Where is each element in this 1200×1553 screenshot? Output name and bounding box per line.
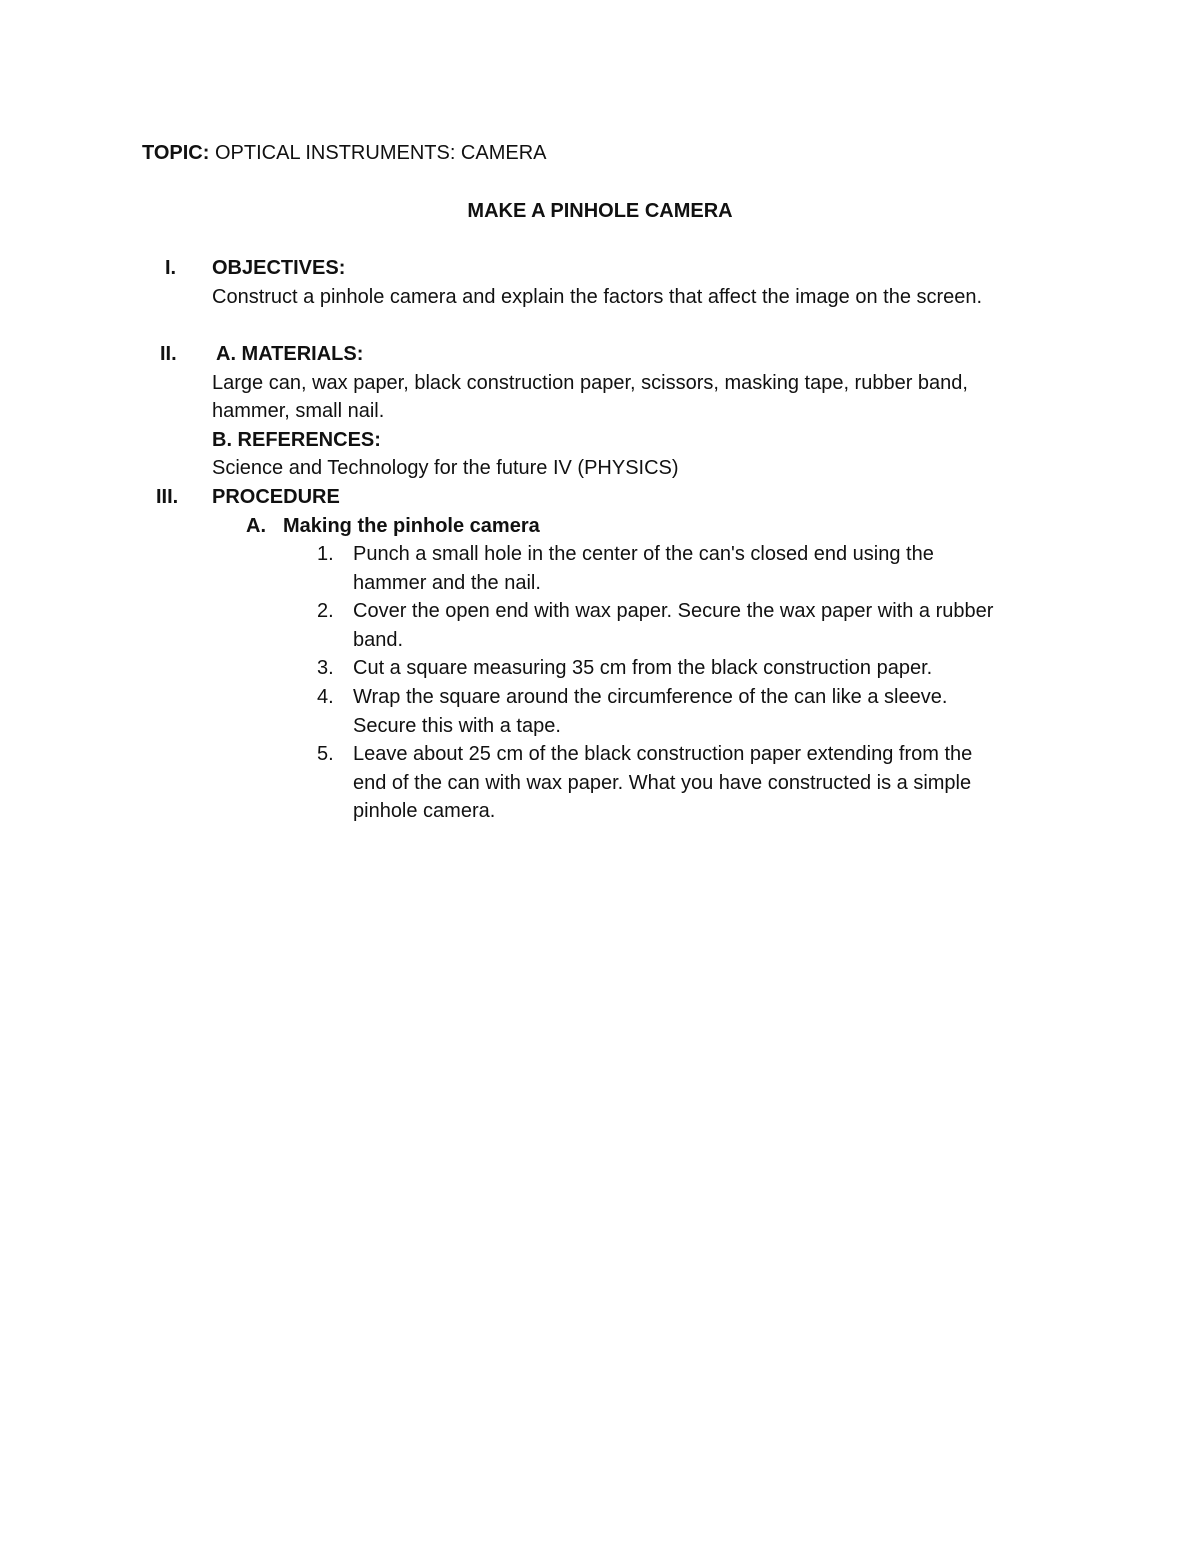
list-item: [317, 683, 1057, 740]
topic-label: TOPIC:: [142, 142, 210, 164]
list-item: [317, 597, 1057, 654]
step-number: 4.: [317, 685, 334, 708]
materials-heading: A. MATERIALS:: [216, 343, 364, 365]
objectives-text: Construct a pinhole camera and explain the factors that affect the image on the screen.: [212, 285, 983, 308]
references-heading: B. REFERENCES:: [212, 428, 381, 451]
step-text-line: Cut a square measuring 35 cm from the black construction paper.: [353, 657, 933, 680]
step-number: 1.: [317, 543, 334, 565]
topic-line: [142, 139, 547, 168]
section-numeral: II.: [160, 343, 177, 365]
step-text-line: band.: [353, 628, 404, 651]
materials-text-line: hammer, small nail.: [212, 400, 385, 423]
list-item: [317, 740, 1057, 826]
step-number: 2.: [317, 600, 334, 623]
objectives-heading: OBJECTIVES:: [212, 257, 346, 279]
step-number: 5.: [317, 743, 334, 766]
procedure-subheading: [246, 512, 540, 541]
procedure-heading: PROCEDURE: [212, 486, 340, 508]
list-item: [317, 540, 1057, 597]
topic-value: OPTICAL INSTRUMENTS: CAMERA: [214, 142, 547, 164]
step-text-line: pinhole camera.: [353, 800, 496, 823]
step-text-line: Secure this with a tape.: [353, 714, 561, 737]
materials-text-line: Large can, wax paper, black construction paper, scissors, masking tape, rubber band,: [212, 371, 968, 394]
step-text-line: end of the can with wax paper. What you have constructed is a simple: [353, 771, 972, 794]
list-item: [317, 654, 1057, 683]
step-number: 3.: [317, 657, 334, 680]
procedure-steps: [317, 540, 1057, 826]
section-numeral: III.: [156, 486, 179, 508]
references-text: Science and Technology for the future IV (PHYSICS): [212, 457, 679, 480]
document-title: MAKE A PINHOLE CAMERA: [467, 200, 733, 222]
subheading-letter: A.: [246, 515, 266, 537]
step-text-line: Cover the open end with wax paper. Secure the wax paper with a rubber: [353, 600, 994, 623]
step-text-line: Wrap the square around the circumference of the can like a sleeve.: [353, 685, 948, 708]
subheading-text: Making the pinhole camera: [283, 515, 540, 537]
step-text-line: hammer and the nail.: [353, 571, 541, 594]
step-text-line: Punch a small hole in the center of the can's closed end using the: [353, 543, 934, 565]
step-text-line: Leave about 25 cm of the black construction paper extending from the: [353, 743, 973, 766]
section-numeral: I.: [165, 257, 177, 279]
